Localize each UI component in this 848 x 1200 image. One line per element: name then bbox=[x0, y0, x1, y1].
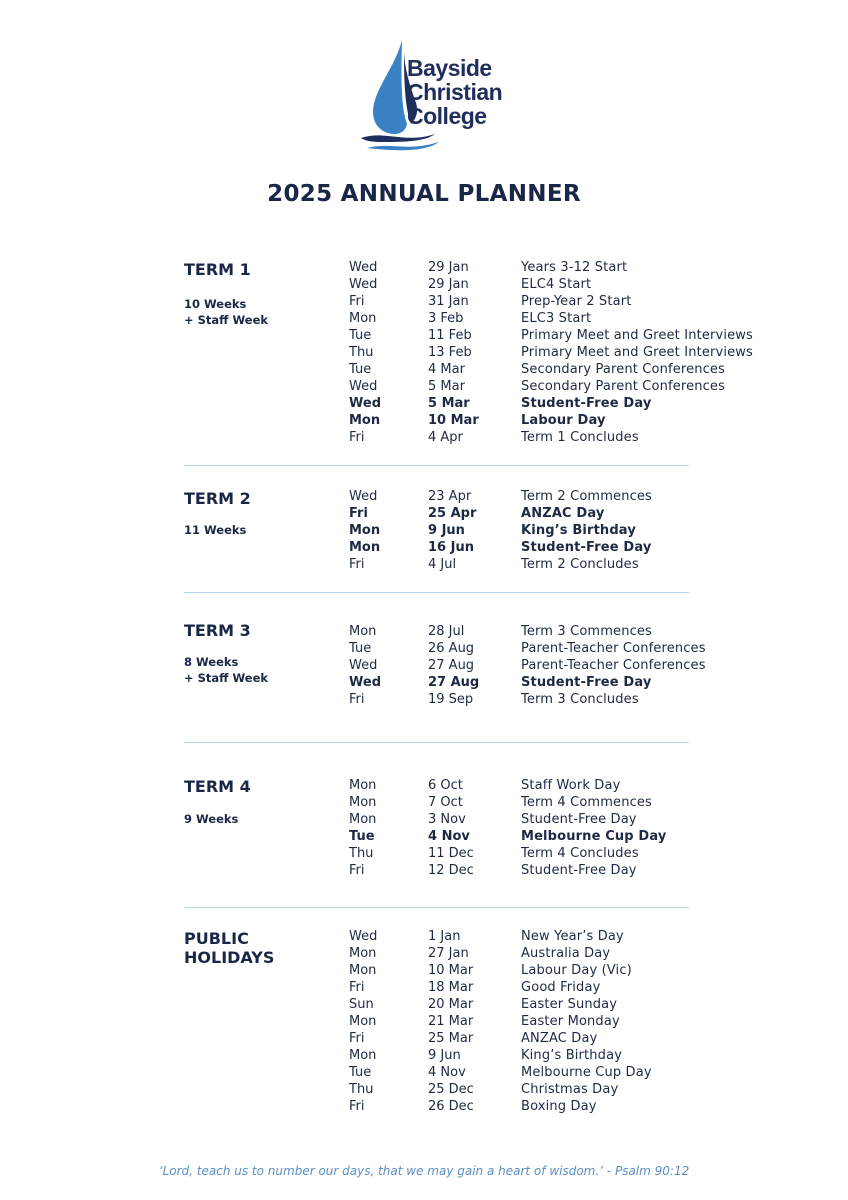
row-event: Prep-Year 2 Start bbox=[521, 294, 632, 309]
row-date: 6 Oct bbox=[428, 778, 463, 793]
row-date: 26 Aug bbox=[428, 641, 475, 656]
row-event: Term 4 Commences bbox=[521, 795, 652, 810]
row-date: 7 Oct bbox=[428, 795, 463, 810]
date-row bbox=[0, 623, 848, 640]
row-event: Term 4 Concludes bbox=[521, 846, 639, 861]
row-event: Student-Free Day bbox=[521, 675, 652, 690]
date-row bbox=[0, 945, 848, 962]
row-day: Mon bbox=[349, 795, 377, 810]
row-day: Tue bbox=[349, 328, 372, 343]
date-row bbox=[0, 259, 848, 276]
row-day: Wed bbox=[349, 396, 381, 411]
row-day: Tue bbox=[349, 641, 372, 656]
date-row bbox=[0, 1047, 848, 1064]
row-date: 3 Feb bbox=[428, 311, 464, 326]
row-event: Term 2 Concludes bbox=[521, 557, 639, 572]
row-day: Tue bbox=[349, 1065, 372, 1080]
term-title-line: TERM 1 bbox=[184, 260, 251, 279]
date-row bbox=[0, 1098, 848, 1115]
row-event: Labour Day bbox=[521, 413, 606, 428]
row-event: Staff Work Day bbox=[521, 778, 621, 793]
row-day: Fri bbox=[349, 294, 365, 309]
date-row bbox=[0, 361, 848, 378]
row-date: 11 Dec bbox=[428, 846, 474, 861]
row-event: ANZAC Day bbox=[521, 506, 605, 521]
row-day: Wed bbox=[349, 658, 378, 673]
row-day: Fri bbox=[349, 863, 365, 878]
row-event: Term 3 Concludes bbox=[521, 692, 639, 707]
row-date: 16 Jun bbox=[428, 540, 474, 555]
date-row bbox=[0, 828, 848, 845]
row-date: 25 Mar bbox=[428, 1031, 474, 1046]
scripture-verse: ‘Lord, teach us to number our days, that we may gain a heart of wisdom.’ - Psalm 90:12 bbox=[158, 1164, 690, 1178]
row-event: King’s Birthday bbox=[521, 523, 636, 538]
date-row bbox=[0, 1081, 848, 1098]
date-row bbox=[0, 1013, 848, 1030]
row-event: King’s Birthday bbox=[521, 1048, 623, 1063]
term-dates-list bbox=[0, 488, 848, 573]
row-day: Wed bbox=[349, 379, 378, 394]
row-event: Student-Free Day bbox=[521, 540, 652, 555]
term-duration-line: + Staff Week bbox=[184, 671, 269, 685]
row-event: Melbourne Cup Day bbox=[521, 1065, 652, 1080]
date-row bbox=[0, 657, 848, 674]
row-date: 9 Jun bbox=[428, 1048, 461, 1063]
date-row bbox=[0, 412, 848, 429]
row-day: Wed bbox=[349, 675, 381, 690]
row-event: Christmas Day bbox=[521, 1082, 619, 1097]
logo-line-3: College bbox=[407, 103, 487, 129]
term-duration-line: + Staff Week bbox=[184, 313, 269, 327]
term-title-line: HOLIDAYS bbox=[184, 948, 275, 967]
date-row bbox=[0, 962, 848, 979]
row-day: Wed bbox=[349, 260, 378, 275]
row-event: ELC3 Start bbox=[521, 311, 592, 326]
term-dates-list bbox=[0, 259, 848, 446]
row-day: Sun bbox=[349, 997, 374, 1012]
row-event: Parent-Teacher Conferences bbox=[521, 658, 706, 673]
row-date: 4 Mar bbox=[428, 362, 465, 377]
term-dates-list bbox=[0, 928, 848, 1115]
row-event: Easter Monday bbox=[521, 1014, 620, 1029]
row-event: Term 3 Commences bbox=[521, 624, 652, 639]
row-event: Easter Sunday bbox=[521, 997, 618, 1012]
term-dates-list bbox=[0, 777, 848, 879]
row-day: Mon bbox=[349, 778, 377, 793]
row-day: Fri bbox=[349, 692, 365, 707]
row-event: Secondary Parent Conferences bbox=[521, 379, 725, 394]
date-row bbox=[0, 522, 848, 539]
row-date: 20 Mar bbox=[428, 997, 474, 1012]
logo-line-1: Bayside bbox=[407, 55, 492, 81]
row-date: 1 Jan bbox=[428, 929, 461, 944]
term-dates-list bbox=[0, 623, 848, 708]
row-day: Fri bbox=[349, 1031, 365, 1046]
row-date: 26 Dec bbox=[428, 1099, 474, 1114]
row-event: Parent-Teacher Conferences bbox=[521, 641, 706, 656]
date-row bbox=[0, 1064, 848, 1081]
row-date: 23 Apr bbox=[428, 489, 472, 504]
section-divider bbox=[184, 907, 689, 908]
row-day: Wed bbox=[349, 277, 378, 292]
row-day: Thu bbox=[349, 345, 374, 360]
date-row bbox=[0, 293, 848, 310]
date-row bbox=[0, 539, 848, 556]
row-day: Fri bbox=[349, 506, 368, 521]
date-row bbox=[0, 327, 848, 344]
row-day: Fri bbox=[349, 430, 365, 445]
row-date: 12 Dec bbox=[428, 863, 474, 878]
row-event: Years 3-12 Start bbox=[521, 260, 628, 275]
date-row bbox=[0, 845, 848, 862]
row-day: Mon bbox=[349, 812, 377, 827]
row-date: 10 Mar bbox=[428, 963, 474, 978]
row-event: Good Friday bbox=[521, 980, 601, 995]
row-event: Student-Free Day bbox=[521, 812, 637, 827]
date-row bbox=[0, 1030, 848, 1047]
date-row bbox=[0, 979, 848, 996]
section-divider bbox=[184, 465, 689, 466]
row-date: 3 Nov bbox=[428, 812, 466, 827]
college-logo bbox=[355, 38, 505, 156]
row-date: 25 Apr bbox=[428, 506, 477, 521]
term-duration-line: 11 Weeks bbox=[184, 523, 247, 537]
row-date: 29 Jan bbox=[428, 277, 469, 292]
row-day: Wed bbox=[349, 489, 378, 504]
term-title-line: TERM 2 bbox=[184, 489, 251, 508]
row-event: Boxing Day bbox=[521, 1099, 597, 1114]
row-date: 4 Apr bbox=[428, 430, 463, 445]
date-row bbox=[0, 556, 848, 573]
date-row bbox=[0, 777, 848, 794]
section-divider bbox=[184, 592, 689, 593]
date-row bbox=[0, 429, 848, 446]
row-day: Thu bbox=[349, 846, 374, 861]
date-row bbox=[0, 488, 848, 505]
date-row bbox=[0, 378, 848, 395]
logo-line-2: Christian bbox=[407, 79, 503, 105]
row-date: 4 Jul bbox=[428, 557, 457, 572]
date-row bbox=[0, 310, 848, 327]
row-event: Term 1 Concludes bbox=[521, 430, 639, 445]
row-event: Primary Meet and Greet Interviews bbox=[521, 328, 753, 343]
term-title-line: PUBLIC bbox=[184, 929, 249, 948]
row-day: Fri bbox=[349, 1099, 365, 1114]
row-date: 4 Nov bbox=[428, 1065, 466, 1080]
row-event: Australia Day bbox=[521, 946, 611, 961]
row-date: 21 Mar bbox=[428, 1014, 474, 1029]
date-row bbox=[0, 811, 848, 828]
date-row bbox=[0, 996, 848, 1013]
term-duration-line: 8 Weeks bbox=[184, 655, 239, 669]
row-day: Mon bbox=[349, 1048, 377, 1063]
row-event: ANZAC Day bbox=[521, 1031, 598, 1046]
row-event: Term 2 Commences bbox=[521, 489, 652, 504]
row-day: Mon bbox=[349, 963, 377, 978]
section-divider bbox=[184, 742, 689, 743]
row-event: New Year’s Day bbox=[521, 929, 624, 944]
date-row bbox=[0, 674, 848, 691]
row-date: 19 Sep bbox=[428, 692, 474, 707]
row-date: 4 Nov bbox=[428, 829, 470, 844]
row-day: Mon bbox=[349, 523, 381, 538]
date-row bbox=[0, 505, 848, 522]
row-day: Fri bbox=[349, 980, 365, 995]
date-row bbox=[0, 928, 848, 945]
row-day: Fri bbox=[349, 557, 365, 572]
row-day: Mon bbox=[349, 1014, 377, 1029]
row-day: Tue bbox=[349, 829, 375, 844]
row-day: Thu bbox=[349, 1082, 374, 1097]
row-date: 10 Mar bbox=[428, 413, 479, 428]
row-event: Melbourne Cup Day bbox=[521, 829, 667, 844]
row-day: Wed bbox=[349, 929, 378, 944]
row-day: Mon bbox=[349, 540, 381, 555]
row-date: 11 Feb bbox=[428, 328, 472, 343]
row-date: 27 Aug bbox=[428, 675, 480, 690]
row-date: 27 Aug bbox=[428, 658, 475, 673]
term-title-line: TERM 3 bbox=[184, 621, 251, 640]
row-date: 13 Feb bbox=[428, 345, 472, 360]
page-title: 2025 ANNUAL PLANNER bbox=[267, 181, 581, 207]
row-day: Mon bbox=[349, 946, 377, 961]
date-row bbox=[0, 640, 848, 657]
row-date: 25 Dec bbox=[428, 1082, 474, 1097]
row-day: Mon bbox=[349, 413, 381, 428]
row-day: Tue bbox=[349, 362, 372, 377]
row-event: Labour Day (Vic) bbox=[521, 963, 632, 978]
row-event: Secondary Parent Conferences bbox=[521, 362, 725, 377]
date-row bbox=[0, 862, 848, 879]
row-event: Student-Free Day bbox=[521, 396, 652, 411]
row-date: 31 Jan bbox=[428, 294, 469, 309]
row-date: 5 Mar bbox=[428, 396, 470, 411]
date-row bbox=[0, 794, 848, 811]
date-row bbox=[0, 344, 848, 361]
row-day: Mon bbox=[349, 624, 377, 639]
row-date: 9 Jun bbox=[428, 523, 465, 538]
term-title-line: TERM 4 bbox=[184, 777, 251, 796]
term-duration-line: 10 Weeks bbox=[184, 297, 247, 311]
row-day: Mon bbox=[349, 311, 377, 326]
row-event: Primary Meet and Greet Interviews bbox=[521, 345, 753, 360]
date-row bbox=[0, 691, 848, 708]
row-date: 18 Mar bbox=[428, 980, 474, 995]
term-duration-line: 9 Weeks bbox=[184, 812, 239, 826]
row-event: Student-Free Day bbox=[521, 863, 637, 878]
row-date: 29 Jan bbox=[428, 260, 469, 275]
row-event: ELC4 Start bbox=[521, 277, 592, 292]
row-date: 27 Jan bbox=[428, 946, 469, 961]
row-date: 5 Mar bbox=[428, 379, 465, 394]
row-date: 28 Jul bbox=[428, 624, 465, 639]
date-row bbox=[0, 395, 848, 412]
date-row bbox=[0, 276, 848, 293]
